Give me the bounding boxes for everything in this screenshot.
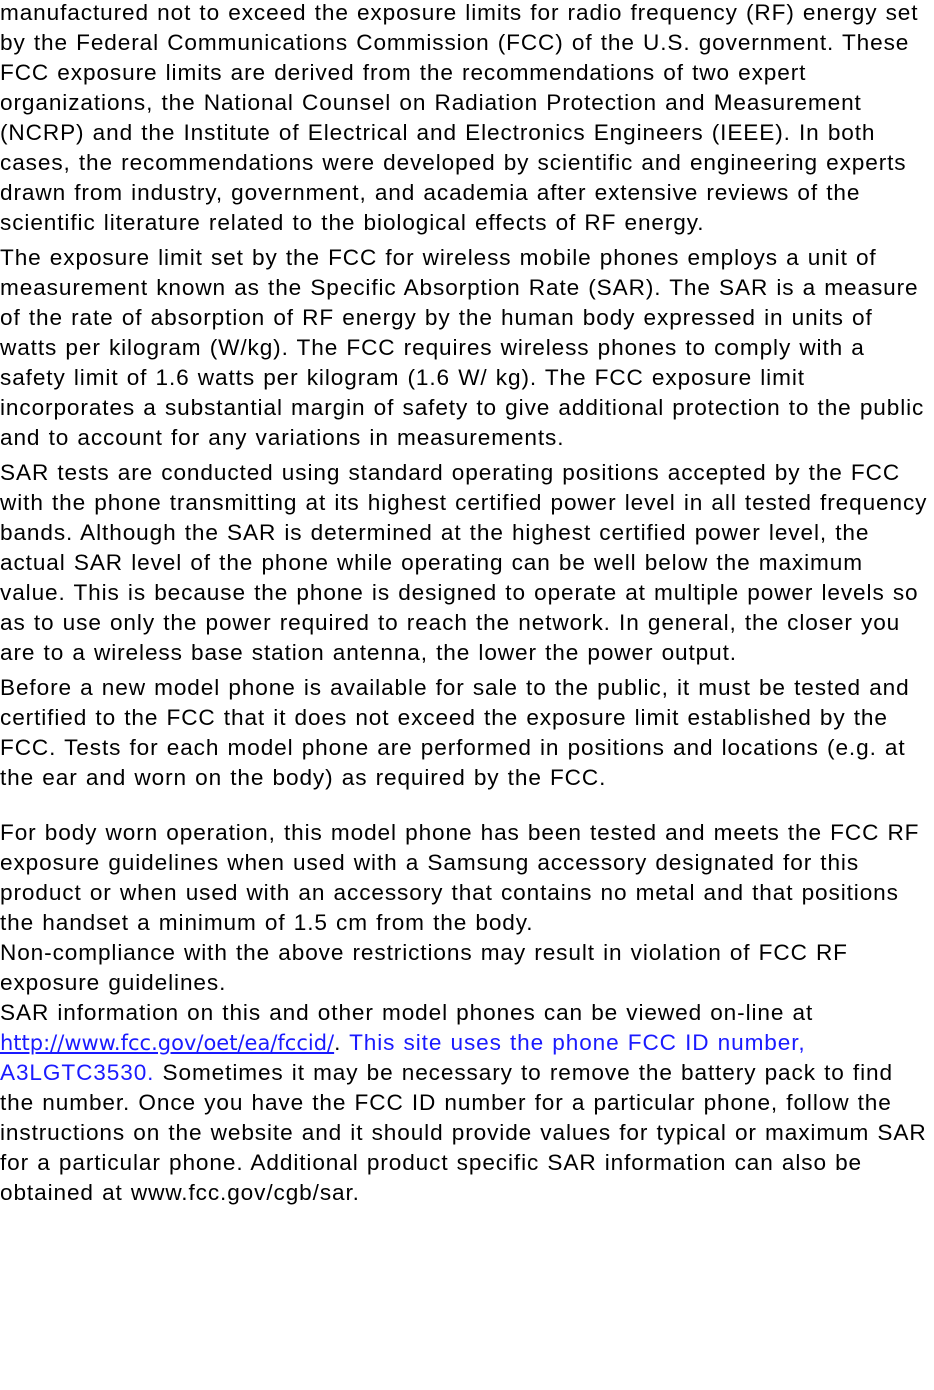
paragraph-body-worn: For body worn operation, this model phone has been tested and meets the FCC RF exposure guidelines when used with a Samsung accessory designated for this product or when used with an accessory that contains no metal and that positions the handset a minimum of 1.5 cm from the body. [0,820,920,935]
paragraph-fcc-limits: manufactured not to exceed the exposure limits for radio frequency (RF) energy set by the Federal Communications Commission (FCC) of the U.S. government. These FCC exposure limits are derived from the recommendations of two expert organizations, the National Counsel on Radiation Protection and Measurement (NCRP) and the Institute of Electrical and Electronics Engineers (IEEE). In both cases, the recommendations were developed by scientific and engineering experts drawn from industry, government, and academia after extensive reviews of the scientific literature related to the biological effects of RF energy. [0,0,919,235]
sar-info-rest-text: Sometimes it may be necessary to remove the battery pack to find the number. Once you have the FCC ID number for a particular phone, follow the instructions on the website and it should provide values for typical or maximum SAR for a particular phone. Additional product specific SAR information can also be obtained at www.fcc.gov/cgb/sar. [0,1060,927,1205]
sar-info-lead-text: SAR information on this and other model phones can be viewed on-line at [0,1000,814,1025]
paragraph-sar-info [0,998,934,1208]
paragraph-non-compliance: Non-compliance with the above restrictions may result in violation of FCC RF exposure guidelines. [0,940,848,995]
fcc-id-link[interactable]: http://www.fcc.gov/oet/ea/fccid/ [0,1031,335,1055]
sar-info-period: . [334,1030,350,1055]
fcc-id-number-text: This site uses the phone FCC ID number, A3LGTC3530. [0,1030,806,1085]
paragraph-sar-tests: SAR tests are conducted using standard operating positions accepted by the FCC with the phone transmitting at its highest certified power level in all tested frequency bands. Although the SAR is determined at the highest certified power level, the actual SAR level of the phone while operating can be well below the maximum value. This is because the phone is designed to operate at multiple power levels so as to use only the power required to reach the network. In general, the closer you are to a wireless base station antenna, the lower the power output. [0,460,928,665]
paragraph-sar-definition: The exposure limit set by the FCC for wireless mobile phones employs a unit of measurement known as the Specific Absorption Rate (SAR). The SAR is a measure of the rate of absorption of RF energy by the human body expressed in units of watts per kilogram (W/kg). The FCC requires wireless phones to comply with a safety limit of 1.6 watts per kilogram (1.6 W/ kg). The FCC exposure limit incorporates a substantial margin of safety to give additional protection to the public and to account for any variations in measurements. [0,245,925,450]
paragraph-certification: Before a new model phone is available for sale to the public, it must be tested and certified to the FCC that it does not exceed the exposure limit established by the FCC. Tests for each model phone are performed in positions and locations (e.g. at the ear and worn on the body) as required by the FCC. [0,675,910,790]
paragraph-spacer [0,793,934,818]
